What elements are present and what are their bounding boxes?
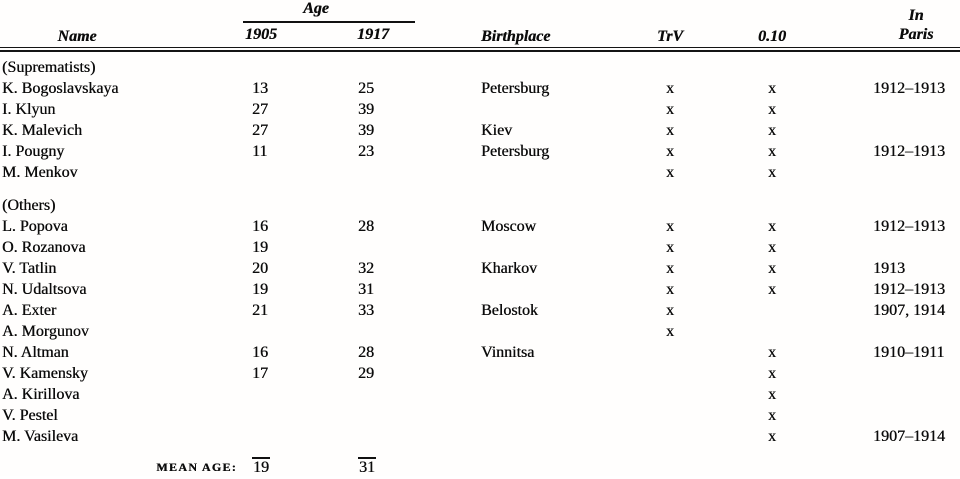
in-paris-years: 1907–1914 <box>873 428 945 445</box>
age-1917-value <box>335 426 420 447</box>
artist-name: M. Vasileva <box>2 428 79 445</box>
trv-mark <box>650 384 690 405</box>
artist-name: A. Morgunov <box>2 323 89 340</box>
age-group-header: Age <box>303 0 329 17</box>
mean-age-1905 <box>240 455 335 479</box>
table-row <box>0 237 960 258</box>
birthplace-value <box>480 99 650 120</box>
age-1905-value: 21 <box>252 302 268 319</box>
artist-name: L. Popova <box>2 218 68 235</box>
birthplace-value <box>480 279 650 300</box>
age-1905-value: 16 <box>252 218 268 235</box>
artist-name: K. Bogoslavskaya <box>2 80 119 97</box>
age-1917-value <box>335 384 420 405</box>
trv-mark: x <box>666 323 674 340</box>
zero-ten-mark: x <box>768 239 776 256</box>
age-1917-value: 39 <box>358 101 374 118</box>
table-header <box>0 0 960 47</box>
table-row <box>0 363 960 384</box>
trv-mark: x <box>666 122 674 139</box>
zero-ten-mark <box>742 321 802 342</box>
table-row <box>0 321 960 342</box>
artist-name: V. Tatlin <box>2 260 57 277</box>
age-1917-value: 25 <box>358 80 374 97</box>
birthplace-value <box>480 363 650 384</box>
table-row <box>0 258 960 279</box>
trv-mark <box>650 342 690 363</box>
in-paris-header-line1: In <box>908 7 924 24</box>
age-1905-value <box>240 426 335 447</box>
artist-name: M. Menkov <box>2 164 78 181</box>
table-row <box>0 426 960 447</box>
trv-header: TrV <box>656 28 684 45</box>
birthplace-value: Belostok <box>481 302 538 319</box>
in-paris-years <box>860 162 960 183</box>
birthplace-value: Moscow <box>481 218 537 235</box>
artist-name: I. Klyun <box>2 101 56 118</box>
trv-mark <box>650 426 690 447</box>
in-paris-header-line2: Paris <box>898 26 934 43</box>
header-double-rule <box>0 47 960 52</box>
age-1905-value: 27 <box>252 101 268 118</box>
birthplace-value: Kharkov <box>481 260 537 277</box>
zero-ten-mark: x <box>768 281 776 298</box>
trv-mark: x <box>666 164 674 181</box>
zero-ten-mark: x <box>768 386 776 403</box>
section-label: (Others) <box>2 197 56 214</box>
trv-mark: x <box>666 239 674 256</box>
trv-mark: x <box>666 281 674 298</box>
age-1905-value <box>240 321 335 342</box>
trv-mark: x <box>666 80 674 97</box>
in-paris-years: 1913 <box>873 260 905 277</box>
mean-age-1905-value: 19 <box>253 459 269 476</box>
age-1905-value: 19 <box>252 239 268 256</box>
birthplace-value <box>480 384 650 405</box>
section-label: (Suprematists) <box>2 59 96 76</box>
table-row <box>0 78 960 99</box>
artist-name: A. Kirillova <box>2 386 80 403</box>
trv-mark: x <box>666 260 674 277</box>
table-row <box>0 99 960 120</box>
trv-mark <box>650 363 690 384</box>
zero-ten-mark: x <box>768 164 776 181</box>
in-paris-years <box>860 384 960 405</box>
age-group-underline <box>243 21 415 23</box>
age-1905-value: 19 <box>252 281 268 298</box>
zero-ten-mark: x <box>768 407 776 424</box>
age-1917-value <box>335 162 420 183</box>
age-1905-value <box>240 405 335 426</box>
age-1905-value <box>240 162 335 183</box>
zero-ten-mark: x <box>768 428 776 445</box>
zero-ten-mark: x <box>768 260 776 277</box>
mean-age-label: MEAN AGE: <box>156 460 237 474</box>
mean-age-1917 <box>335 455 420 479</box>
zero-ten-mark: x <box>768 344 776 361</box>
birthplace-value <box>480 237 650 258</box>
artist-name: K. Malevich <box>2 122 82 139</box>
zero-ten-header: 0.10 <box>758 28 786 45</box>
name-header: Name <box>57 28 97 45</box>
table-row <box>0 384 960 405</box>
zero-ten-mark: x <box>768 365 776 382</box>
table-row <box>0 162 960 183</box>
trv-mark: x <box>666 218 674 235</box>
trv-mark: x <box>666 302 674 319</box>
in-paris-years: 1912–1913 <box>873 218 945 235</box>
table-row <box>0 279 960 300</box>
age-1905-value <box>240 384 335 405</box>
zero-ten-mark: x <box>768 101 776 118</box>
table-row <box>0 342 960 363</box>
in-paris-years: 1907, 1914 <box>873 302 945 319</box>
table-row <box>0 120 960 141</box>
age-1917-value: 33 <box>358 302 374 319</box>
artist-name: V. Kamensky <box>2 365 88 382</box>
age-1905-value: 13 <box>252 80 268 97</box>
artist-name: I. Pougny <box>2 143 65 160</box>
in-paris-years <box>860 237 960 258</box>
birthplace-value: Petersburg <box>481 80 550 97</box>
in-paris-years: 1910–1911 <box>873 344 945 361</box>
age-1917-value <box>335 321 420 342</box>
birthplace-header: Birthplace <box>481 28 551 45</box>
table-row <box>0 405 960 426</box>
age-1917-value: 28 <box>358 344 374 361</box>
age-1917-value <box>335 237 420 258</box>
zero-ten-mark <box>742 300 802 321</box>
age-1905-value: 17 <box>252 365 268 382</box>
in-paris-years <box>860 99 960 120</box>
artist-name: A. Exter <box>2 302 57 319</box>
birthplace-value <box>480 426 650 447</box>
age-1917-header: 1917 <box>357 26 389 43</box>
age-1917-value: 29 <box>358 365 374 382</box>
zero-ten-mark: x <box>768 218 776 235</box>
age-1917-value: 31 <box>358 281 374 298</box>
artist-name: N. Altman <box>2 344 69 361</box>
birthplace-value <box>480 162 650 183</box>
table-body <box>0 57 960 447</box>
birthplace-value: Petersburg <box>481 143 550 160</box>
age-1905-value: 20 <box>252 260 268 277</box>
mean-age-1917-value: 31 <box>359 459 375 476</box>
artist-name: V. Pestel <box>2 407 58 424</box>
age-1905-value: 11 <box>252 143 268 160</box>
age-1917-value: 39 <box>358 122 374 139</box>
in-paris-years <box>860 321 960 342</box>
age-1917-value: 23 <box>358 143 374 160</box>
age-1917-value <box>335 405 420 426</box>
zero-ten-mark: x <box>768 122 776 139</box>
age-1917-value: 28 <box>358 218 374 235</box>
age-1917-value: 32 <box>358 260 374 277</box>
zero-ten-mark: x <box>768 143 776 160</box>
zero-ten-mark: x <box>768 80 776 97</box>
age-1905-value: 27 <box>252 122 268 139</box>
in-paris-years: 1912–1913 <box>873 143 945 160</box>
age-1905-value: 16 <box>252 344 268 361</box>
age-1905-header: 1905 <box>245 26 277 43</box>
table-row <box>0 141 960 162</box>
in-paris-years: 1912–1913 <box>873 80 945 97</box>
trv-mark <box>650 405 690 426</box>
artist-name: O. Rozanova <box>2 239 86 256</box>
in-paris-years <box>860 405 960 426</box>
artist-name: N. Udaltsova <box>2 281 87 298</box>
birthplace-value <box>480 405 650 426</box>
in-paris-years <box>860 120 960 141</box>
mean-age-row <box>0 455 960 476</box>
trv-mark: x <box>666 101 674 118</box>
birthplace-value <box>480 321 650 342</box>
trv-mark: x <box>666 143 674 160</box>
in-paris-years: 1912–1913 <box>873 281 945 298</box>
birthplace-value: Vinnitsa <box>481 344 535 361</box>
table-row <box>0 216 960 237</box>
table-row <box>0 300 960 321</box>
in-paris-years <box>860 363 960 384</box>
birthplace-value: Kiev <box>481 122 513 139</box>
